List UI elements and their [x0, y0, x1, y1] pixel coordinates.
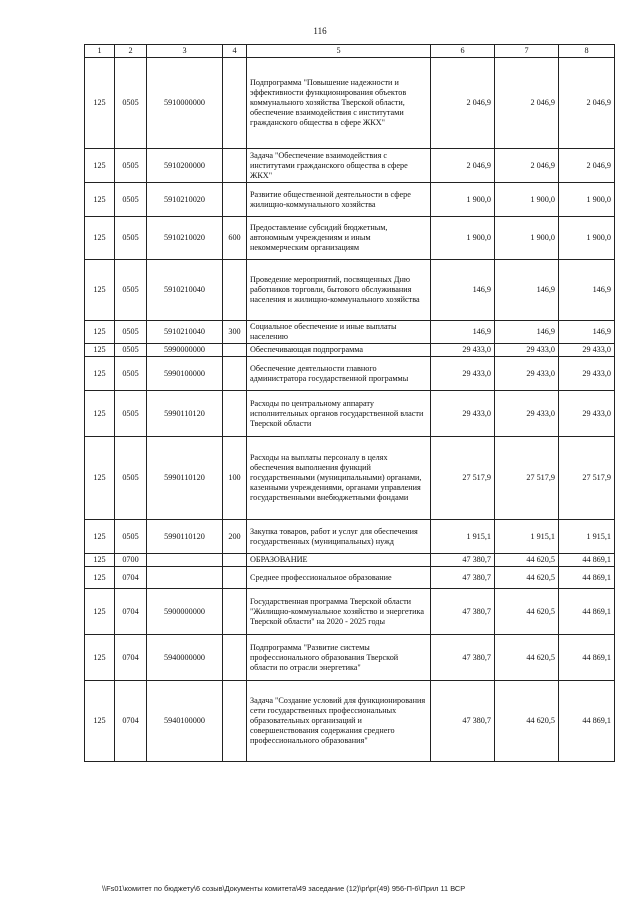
table-row — [85, 321, 615, 344]
cell-c3: 5990110120 — [147, 520, 223, 554]
cell-c3: 5940100000 — [147, 681, 223, 762]
cell-c3: 5910200000 — [147, 149, 223, 183]
cell-c5: Обеспечивающая подпрограмма — [247, 344, 431, 357]
cell-c7: 29 433,0 — [495, 357, 559, 391]
cell-c3: 5910210020 — [147, 183, 223, 217]
cell-c1: 125 — [85, 260, 115, 321]
table-row — [85, 391, 615, 437]
cell-c8: 29 433,0 — [559, 391, 615, 437]
cell-c7: 2 046,9 — [495, 149, 559, 183]
cell-c2: 0505 — [115, 149, 147, 183]
cell-c2: 0704 — [115, 567, 147, 589]
cell-c2: 0505 — [115, 437, 147, 520]
header-cell-3: 3 — [147, 45, 223, 58]
cell-c5: Развитие общественной деятельности в сфере жилищно-коммунального хозяйства — [247, 183, 431, 217]
cell-c3: 5990110120 — [147, 437, 223, 520]
cell-c1: 125 — [85, 589, 115, 635]
table-row — [85, 149, 615, 183]
header-row — [85, 45, 615, 58]
cell-c1: 125 — [85, 520, 115, 554]
cell-c7: 29 433,0 — [495, 391, 559, 437]
cell-c7: 44 620,5 — [495, 681, 559, 762]
cell-c8: 44 869,1 — [559, 589, 615, 635]
cell-c2: 0505 — [115, 260, 147, 321]
cell-c7: 44 620,5 — [495, 554, 559, 567]
cell-c8: 29 433,0 — [559, 344, 615, 357]
header-cell-1: 1 — [85, 45, 115, 58]
cell-c5: Обеспечение деятельности главного администратора государственной программы — [247, 357, 431, 391]
cell-c4 — [223, 567, 247, 589]
cell-c8: 27 517,9 — [559, 437, 615, 520]
cell-c3: 5910210040 — [147, 260, 223, 321]
cell-c5: Задача "Создание условий для функционирования сети государственных профессиональных образовательных организаций и совершенствования содержания среднего профессионального образования" — [247, 681, 431, 762]
cell-c6: 29 433,0 — [431, 344, 495, 357]
table-row — [85, 260, 615, 321]
table-row — [85, 344, 615, 357]
table-row — [85, 58, 615, 149]
cell-c8: 2 046,9 — [559, 58, 615, 149]
cell-c2: 0505 — [115, 58, 147, 149]
cell-c8: 1 900,0 — [559, 217, 615, 260]
cell-c5: Подпрограмма "Развитие системы профессионального образования Тверской области по отрасли энергетика" — [247, 635, 431, 681]
cell-c6: 47 380,7 — [431, 681, 495, 762]
header-cell-7: 7 — [495, 45, 559, 58]
cell-c3 — [147, 567, 223, 589]
cell-c8: 44 869,1 — [559, 567, 615, 589]
cell-c2: 0704 — [115, 589, 147, 635]
cell-c5: Задача "Обеспечение взаимодействия с институтами гражданского общества в сфере ЖКХ" — [247, 149, 431, 183]
cell-c7: 27 517,9 — [495, 437, 559, 520]
cell-c1: 125 — [85, 635, 115, 681]
cell-c4 — [223, 183, 247, 217]
cell-c4 — [223, 344, 247, 357]
table-row — [85, 681, 615, 762]
cell-c8: 146,9 — [559, 260, 615, 321]
cell-c3: 5910210020 — [147, 217, 223, 260]
cell-c1: 125 — [85, 391, 115, 437]
cell-c8: 1 900,0 — [559, 183, 615, 217]
cell-c1: 125 — [85, 437, 115, 520]
cell-c7: 146,9 — [495, 260, 559, 321]
cell-c3: 5940000000 — [147, 635, 223, 681]
cell-c6: 2 046,9 — [431, 58, 495, 149]
cell-c8: 146,9 — [559, 321, 615, 344]
cell-c3: 5910210040 — [147, 321, 223, 344]
cell-c7: 44 620,5 — [495, 635, 559, 681]
cell-c1: 125 — [85, 58, 115, 149]
page-number: 116 — [313, 26, 327, 36]
cell-c2: 0505 — [115, 183, 147, 217]
header-cell-2: 2 — [115, 45, 147, 58]
cell-c5: Закупка товаров, работ и услуг для обеспечения государственных (муниципальных) нужд — [247, 520, 431, 554]
cell-c2: 0505 — [115, 520, 147, 554]
cell-c5: Предоставление субсидий бюджетным, автономным учреждениям и иным некоммерческим организациям — [247, 217, 431, 260]
cell-c2: 0700 — [115, 554, 147, 567]
cell-c1: 125 — [85, 321, 115, 344]
cell-c4: 300 — [223, 321, 247, 344]
cell-c2: 0505 — [115, 344, 147, 357]
budget-table — [84, 44, 615, 762]
cell-c5: Проведение мероприятий, посвященных Дню работников торговли, бытового обслуживания населения и жилищно-коммунального хозяйства — [247, 260, 431, 321]
cell-c3: 5900000000 — [147, 589, 223, 635]
table-row — [85, 635, 615, 681]
cell-c1: 125 — [85, 217, 115, 260]
cell-c2: 0505 — [115, 321, 147, 344]
header-cell-5: 5 — [247, 45, 431, 58]
cell-c1: 125 — [85, 183, 115, 217]
cell-c1: 125 — [85, 567, 115, 589]
cell-c3: 5990100000 — [147, 357, 223, 391]
cell-c7: 1 915,1 — [495, 520, 559, 554]
cell-c2: 0505 — [115, 357, 147, 391]
cell-c4 — [223, 635, 247, 681]
cell-c6: 27 517,9 — [431, 437, 495, 520]
table-row — [85, 554, 615, 567]
cell-c4: 600 — [223, 217, 247, 260]
cell-c1: 125 — [85, 344, 115, 357]
cell-c6: 146,9 — [431, 260, 495, 321]
cell-c5: Расходы по центральному аппарату исполнительных органов государственной власти Тверской области — [247, 391, 431, 437]
header-cell-8: 8 — [559, 45, 615, 58]
cell-c5: Подпрограмма "Повышение надежности и эффективности функционирования объектов коммунального хозяйства Тверской области, обеспечение взаимодействия с институтами гражданского общества в сфере ЖКХ" — [247, 58, 431, 149]
cell-c7: 44 620,5 — [495, 589, 559, 635]
cell-c6: 1 900,0 — [431, 183, 495, 217]
cell-c6: 29 433,0 — [431, 391, 495, 437]
file-path-footer: \\Fs01\комитет по бюджету\6 созыв\Документы комитета\49 заседание (12)\pr\pr(49) 956-П-6\Прил 11 ВСР — [102, 884, 466, 893]
cell-c7: 1 900,0 — [495, 183, 559, 217]
cell-c3: 5990110120 — [147, 391, 223, 437]
cell-c4 — [223, 589, 247, 635]
cell-c8: 29 433,0 — [559, 357, 615, 391]
table-row — [85, 520, 615, 554]
cell-c7: 2 046,9 — [495, 58, 559, 149]
table-row — [85, 217, 615, 260]
cell-c4: 200 — [223, 520, 247, 554]
cell-c8: 2 046,9 — [559, 149, 615, 183]
cell-c4 — [223, 149, 247, 183]
cell-c8: 44 869,1 — [559, 554, 615, 567]
cell-c4 — [223, 357, 247, 391]
table-row — [85, 437, 615, 520]
cell-c8: 1 915,1 — [559, 520, 615, 554]
cell-c4 — [223, 681, 247, 762]
cell-c6: 146,9 — [431, 321, 495, 344]
cell-c6: 1 900,0 — [431, 217, 495, 260]
cell-c4 — [223, 260, 247, 321]
cell-c8: 44 869,1 — [559, 635, 615, 681]
cell-c1: 125 — [85, 149, 115, 183]
header-cell-6: 6 — [431, 45, 495, 58]
cell-c7: 29 433,0 — [495, 344, 559, 357]
table-row — [85, 183, 615, 217]
cell-c6: 47 380,7 — [431, 567, 495, 589]
cell-c7: 1 900,0 — [495, 217, 559, 260]
cell-c5: Социальное обеспечение и иные выплаты населению — [247, 321, 431, 344]
cell-c5: Государственная программа Тверской области "Жилищно-коммунальное хозяйство и энергетика Тверской области" на 2020 - 2025 годы — [247, 589, 431, 635]
cell-c8: 44 869,1 — [559, 681, 615, 762]
cell-c1: 125 — [85, 681, 115, 762]
cell-c5: Расходы на выплаты персоналу в целях обеспечения выполнения функций государственными (муниципальными) органами, казенными учреждениями, органами управления государственными внебюджетными фондами — [247, 437, 431, 520]
table-row — [85, 589, 615, 635]
cell-c2: 0505 — [115, 391, 147, 437]
cell-c6: 29 433,0 — [431, 357, 495, 391]
cell-c1: 125 — [85, 554, 115, 567]
cell-c6: 1 915,1 — [431, 520, 495, 554]
cell-c7: 44 620,5 — [495, 567, 559, 589]
cell-c7: 146,9 — [495, 321, 559, 344]
cell-c3: 5990000000 — [147, 344, 223, 357]
cell-c5: Среднее профессиональное образование — [247, 567, 431, 589]
cell-c3: 5910000000 — [147, 58, 223, 149]
table-row — [85, 567, 615, 589]
header-cell-4: 4 — [223, 45, 247, 58]
table-row — [85, 357, 615, 391]
cell-c3 — [147, 554, 223, 567]
cell-c4 — [223, 554, 247, 567]
cell-c2: 0505 — [115, 217, 147, 260]
cell-c2: 0704 — [115, 681, 147, 762]
cell-c2: 0704 — [115, 635, 147, 681]
cell-c6: 2 046,9 — [431, 149, 495, 183]
cell-c4: 100 — [223, 437, 247, 520]
cell-c5: ОБРАЗОВАНИЕ — [247, 554, 431, 567]
cell-c4 — [223, 391, 247, 437]
cell-c1: 125 — [85, 357, 115, 391]
cell-c4 — [223, 58, 247, 149]
cell-c6: 47 380,7 — [431, 554, 495, 567]
cell-c6: 47 380,7 — [431, 589, 495, 635]
cell-c6: 47 380,7 — [431, 635, 495, 681]
